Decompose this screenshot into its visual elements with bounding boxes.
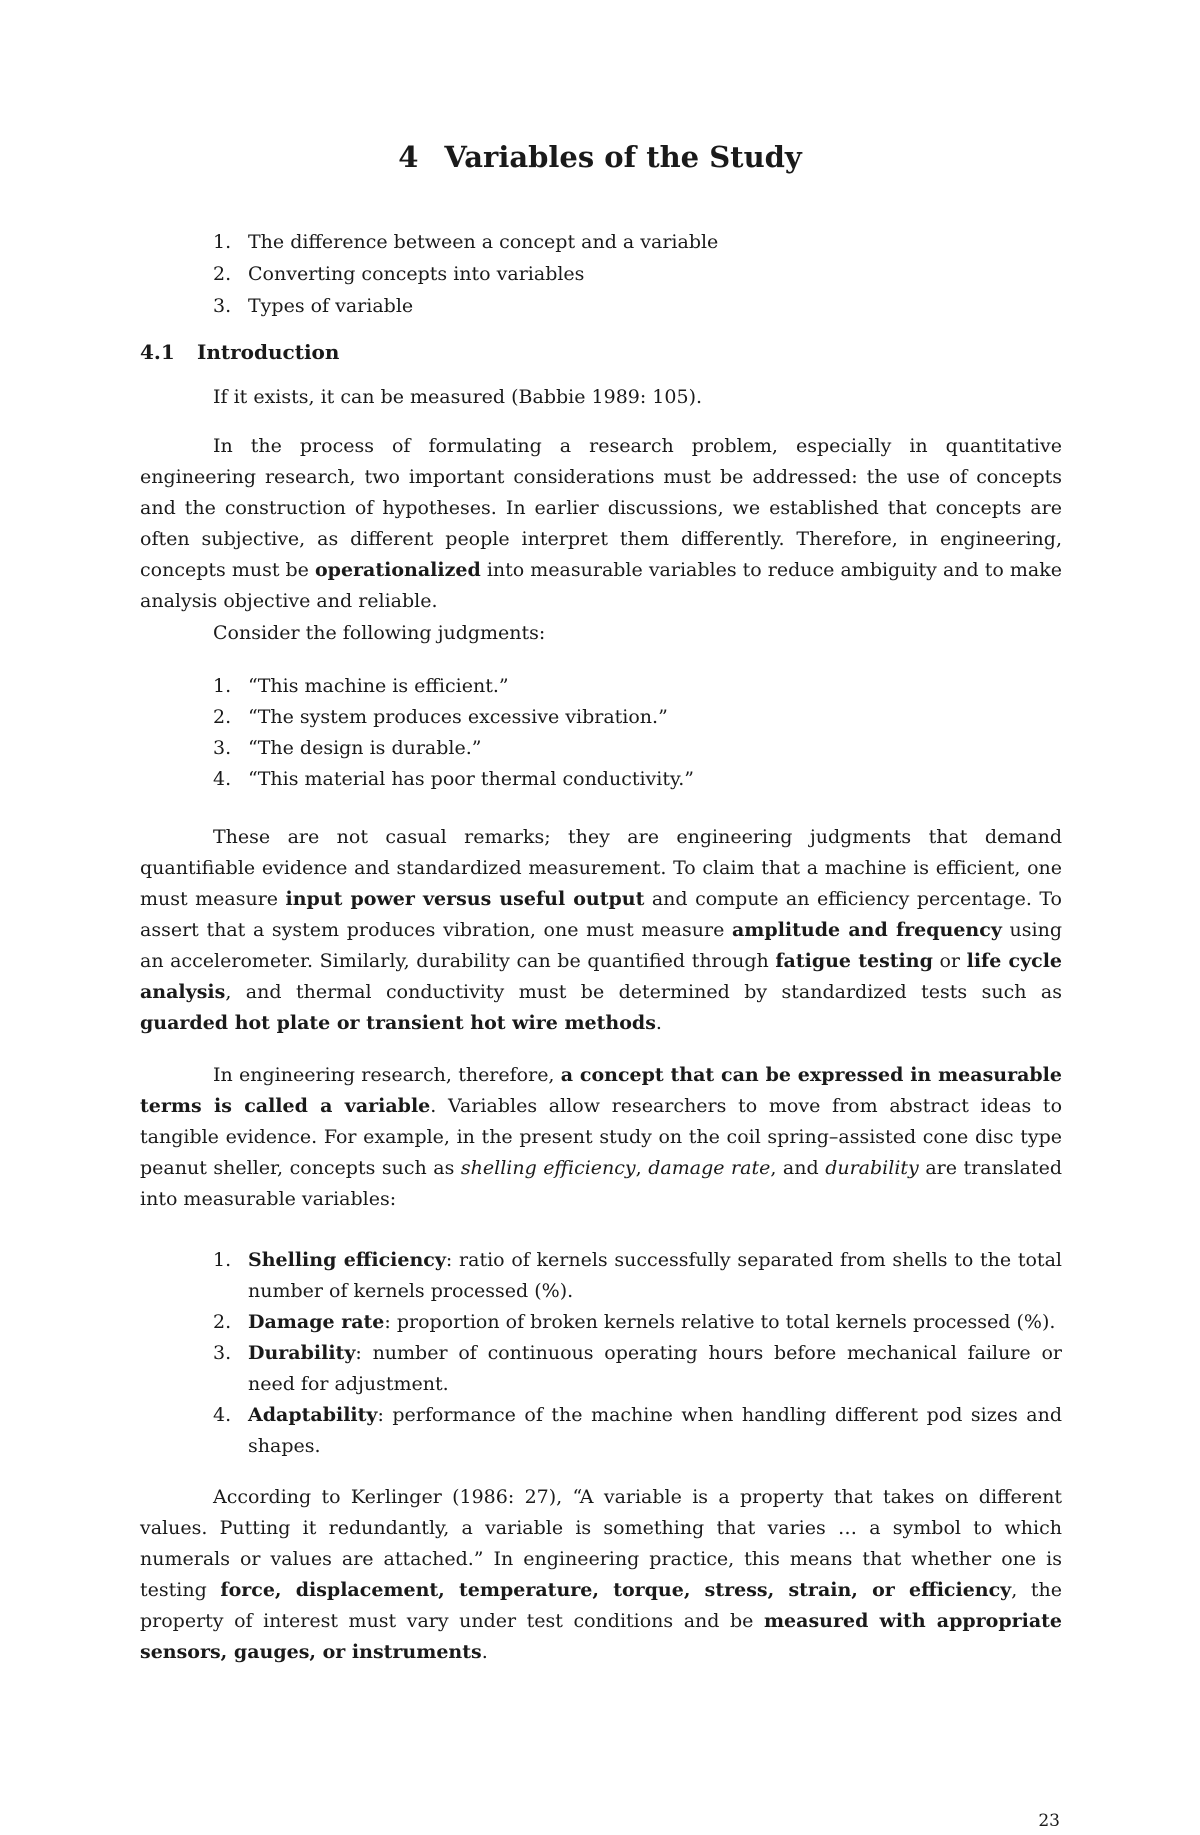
epigraph: If it exists, it can be measured (Babbie 1989: 105). — [213, 386, 703, 408]
consider-line: Consider the following judgments: — [213, 622, 546, 644]
paragraph-4: According to Kerlinger (1986: 27), “A variable is a property that takes on different values. Putting it redundantly, a variable is something that varies … a symbol to which numerals or values are attached.” In engineering practice, this means that whether one is testing force, displacement, temperature, torque, stress, strain, or efficiency, the property of interest must vary under test conditions and be measured with appropriate sensors, gauges, or instruments. — [140, 1486, 1063, 1663]
list-item: 2. “The system produces excessive vibration.” — [213, 706, 668, 728]
outline-item: 3. Types of variable — [213, 295, 414, 317]
list-item: 4. “This material has poor thermal conductivity.” — [213, 768, 694, 790]
paragraph-1: In the process of formulating a research problem, especially in quantitative engineering research, two important considerations must be addressed: the use of concepts and the construction of hypotheses. In earlier discussions, we established that concepts are often subjective, as different people interpret them differently. Therefore, in engineering, concepts must be operationalized into measurable variables to reduce ambiguity and to make analysis objective and reliable. — [140, 435, 1063, 612]
variables-list — [213, 1245, 1062, 1462]
section-title: Introduction — [197, 340, 340, 364]
section-heading — [140, 340, 339, 364]
outline-item: 2. Converting concepts into variables — [213, 263, 585, 285]
list-item: 4. Adaptability: performance of the machine when handling different pod sizes and shapes. — [213, 1404, 1062, 1457]
list-item: 2. Damage rate: proportion of broken kernels relative to total kernels processed (%). — [213, 1311, 1056, 1333]
list-item: 1. Shelling efficiency: ratio of kernels successfully separated from shells to the total number of kernels processed (%). — [213, 1249, 1062, 1302]
judgments-list — [213, 671, 1062, 795]
list-item: 3. Durability: number of continuous operating hours before mechanical failure or need for adjustment. — [213, 1342, 1062, 1395]
paragraph-3: In engineering research, therefore, a concept that can be expressed in measurable terms is called a variable. Variables allow researchers to move from abstract ideas to tangible evidence. For example, in the present study on the coil spring–assisted cone disc type peanut sheller, concepts such as shelling efficiency, damage rate, and durability are translated into measurable variables: — [140, 1064, 1063, 1210]
page-number: 23 — [1038, 1811, 1060, 1831]
chapter-title — [0, 140, 1200, 174]
paragraph-2: These are not casual remarks; they are engineering judgments that demand quantifiable evidence and standardized measurement. To claim that a machine is efficient, one must measure input power versus useful output and compute an efficiency percentage. To assert that a system produces vibration, one must measure amplitude and frequency using an accelerometer. Similarly, durability can be quantified through fatigue testing or life cycle analysis, and thermal conductivity must be determined by standardized tests such as guarded hot plate or transient hot wire methods. — [140, 826, 1062, 1034]
list-item: 3. “The design is durable.” — [213, 737, 482, 759]
chapter-title-text: Variables of the Study — [444, 140, 802, 174]
outline-item: 1. The difference between a concept and a variable — [213, 231, 719, 253]
section-number: 4.1 — [140, 340, 175, 364]
chapter-outline — [213, 226, 913, 322]
chapter-number: 4 — [398, 140, 419, 174]
list-item: 1. “This machine is efficient.” — [213, 675, 509, 697]
